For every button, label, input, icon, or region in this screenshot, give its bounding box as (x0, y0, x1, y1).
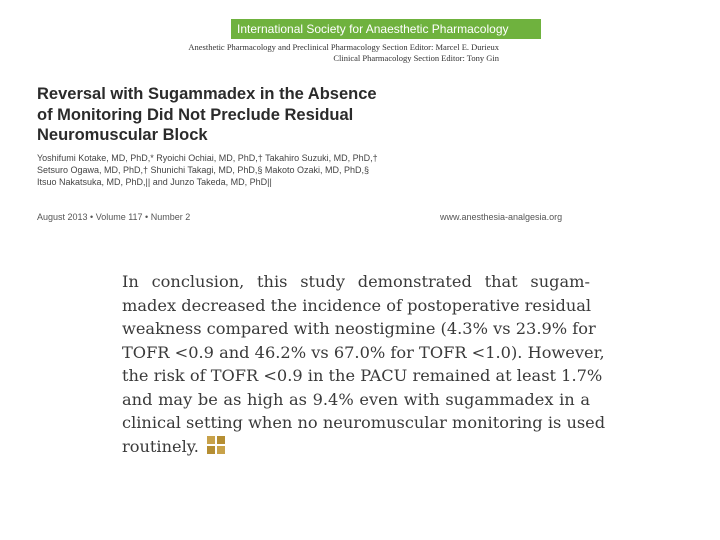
author-line-1: Yoshifumi Kotake, MD, PhD,* Ryoichi Ochiai, MD, PhD,† Takahiro Suzuki, MD, PhD,† (37, 153, 378, 163)
clinical-editor-line: Clinical Pharmacology Section Editor: Tony Gin (333, 53, 499, 63)
author-line-2: Setsuro Ogawa, MD, PhD,† Shunichi Takagi, MD, PhD,§ Makoto Ozaki, MD, PhD,§ (37, 165, 369, 175)
author-list (37, 152, 457, 188)
title-line-3: Neuromuscular Block (37, 126, 208, 144)
author-line-3: Itsuo Nakatsuka, MD, PhD,|| and Junzo Takeda, MD, PhD|| (37, 177, 272, 187)
conclusion-line-8-text: routinely. (122, 436, 199, 456)
journal-website: www.anesthesia-analgesia.org (440, 212, 563, 222)
society-banner (231, 19, 541, 39)
conclusion-line-5: the risk of TOFR <0.9 in the PACU remained at least 1.7% (122, 366, 603, 385)
end-of-article-icon (207, 436, 225, 454)
issue-info: August 2013 • Volume 117 • Number 2 (37, 212, 191, 222)
conclusion-line-6: and may be as high as 9.4% even with sugammadex in a (122, 389, 590, 409)
conclusion-line-4: TOFR <0.9 and 46.2% vs 67.0% for TOFR <1.0). However, (122, 342, 605, 362)
title-line-1: Reversal with Sugammadex in the Absence (37, 85, 377, 103)
article-title (37, 84, 437, 146)
section-editor-line: Anesthetic Pharmacology and Preclinical Pharmacology Section Editor: Marcel E. Durieux (188, 42, 499, 52)
conclusion-line-1: In conclusion, this study demonstrated that sugam- (122, 272, 590, 291)
conclusion-paragraph (122, 270, 606, 458)
title-line-2: of Monitoring Did Not Preclude Residual (37, 105, 354, 124)
conclusion-line-8 (122, 435, 590, 459)
section-editors (188, 42, 499, 64)
conclusion-line-7: clinical setting when no neuromuscular monitoring is used (122, 413, 606, 432)
conclusion-line-2: madex decreased the incidence of postoperative residual (122, 295, 592, 315)
conclusion-line-3: weakness compared with neostigmine (4.3% vs 23.9% for (122, 319, 596, 338)
society-name: International Society for Anaesthetic Pharmacology (237, 22, 509, 36)
